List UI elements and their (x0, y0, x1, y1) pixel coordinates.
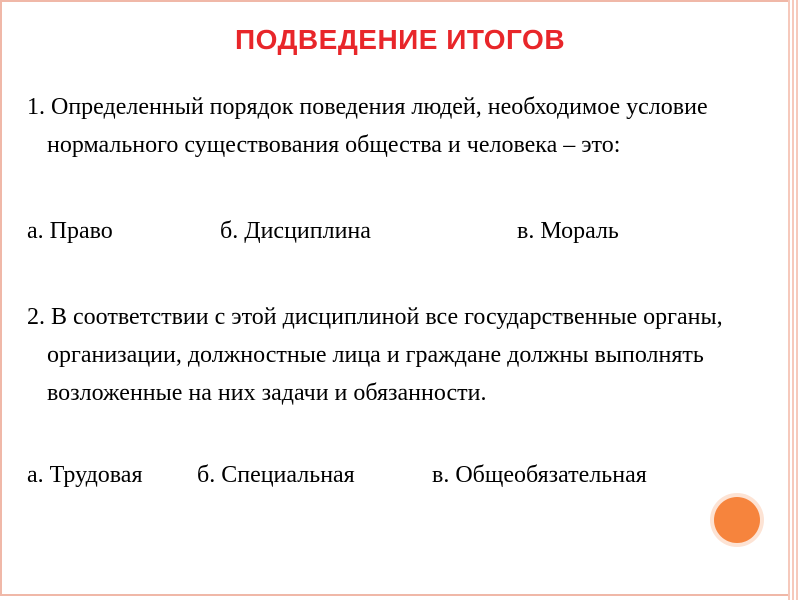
decorative-circle-icon (714, 497, 760, 543)
question-1-text: 1. Определенный порядок поведения людей, необходимое условие нормального существования общества и человека – это: (27, 94, 708, 158)
answer-option-b: б. Дисциплина (220, 218, 371, 244)
answer-option-b: б. Специальная (197, 462, 355, 488)
frame-decoration-strip (788, 0, 800, 600)
answer-option-c: в. Общеобязательная (432, 462, 647, 488)
answer-option-c: в. Мораль (517, 218, 619, 244)
answer-option-a: а. Право (27, 218, 113, 244)
answer-option-a: а. Трудовая (27, 462, 143, 488)
slide-title: ПОДВЕДЕНИЕ ИТОГОВ (234, 24, 566, 55)
question-2-text: 2. В соответствии с этой дисциплиной все государственные органы, организации, должностные лица и граждане должны выполнять возложенные на них задачи и обязанности. (27, 304, 723, 406)
